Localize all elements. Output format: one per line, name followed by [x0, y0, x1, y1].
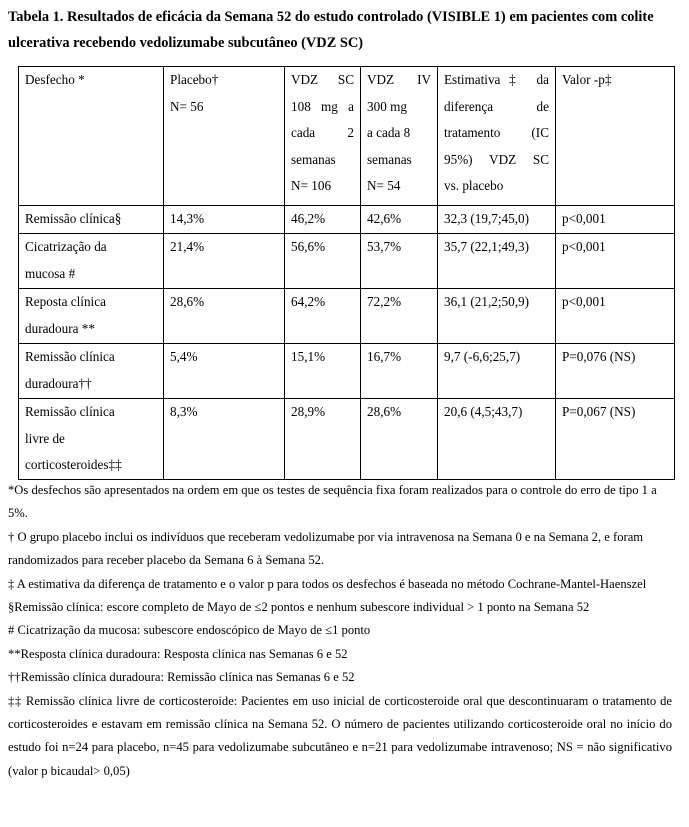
- table-row: [19, 206, 675, 234]
- header-estimate-line: tratamento (IC: [444, 125, 549, 140]
- header-outcome: Desfecho *: [19, 67, 164, 206]
- footnote-clinical-remission: §Remissão clínica: escore completo de Mayo de ≤2 pontos e nenhum subescore individual > 1 ponto na Semana 52: [8, 600, 590, 615]
- cell-outcome: Remissão clínica livre de corticosteroides‡‡: [19, 399, 164, 480]
- cell-estimate: 32,3 (19,7;45,0): [438, 206, 556, 234]
- cell-pvalue: p<0,001: [556, 289, 675, 344]
- header-estimate: [438, 67, 556, 206]
- cell-placebo: 5,4%: [164, 344, 285, 399]
- footnote-fixed-sequence: *Os desfechos são apresentados na ordem em que os testes de sequência fixa foram realizados para o controle do erro de tipo 1 a 5%.: [8, 483, 657, 521]
- header-placebo: [164, 67, 285, 206]
- table-row: [19, 234, 675, 289]
- cell-vdz-sc: 28,9%: [285, 399, 361, 480]
- header-vdz-sc-line: N= 106: [291, 178, 332, 193]
- header-placebo-line: Placebo†: [170, 72, 219, 87]
- cell-pvalue: P=0,076 (NS): [556, 344, 675, 399]
- cell-outcome: Reposta clínica duradoura **: [19, 289, 164, 344]
- cell-estimate: 36,1 (21,2;50,9): [438, 289, 556, 344]
- header-placebo-line: N= 56: [170, 98, 204, 114]
- cell-vdz-sc: 15,1%: [285, 344, 361, 399]
- cell-estimate: 9,7 (-6,6;25,7): [438, 344, 556, 399]
- table-row: [19, 399, 675, 480]
- cell-placebo: 8,3%: [164, 399, 285, 480]
- cell-vdz-sc: 46,2%: [285, 206, 361, 234]
- table-row: [19, 344, 675, 399]
- header-pvalue: Valor -p‡: [556, 67, 675, 206]
- cell-estimate: 35,7 (22,1;49,3): [438, 234, 556, 289]
- cell-outcome: Remissão clínica§: [19, 206, 164, 234]
- cell-vdz-iv: 16,7%: [361, 344, 438, 399]
- header-vdz-iv-line: 300 mg: [367, 98, 407, 114]
- header-vdz-iv: [361, 67, 438, 206]
- header-vdz-iv-line: N= 54: [367, 178, 401, 193]
- cell-pvalue: p<0,001: [556, 234, 675, 289]
- footnote-corticosteroid-free: ‡‡ Remissão clínica livre de corticosteroide: Pacientes em uso inicial de corticosteroide oral que descontinuaram o tratamento de corticosteroides e estavam em remissão clínica na Semana 52. O número de pacientes utilizando corticosteroide oral no início do estudo foi n=24 para placebo, n=45 para vedolizumabe subcutâneo e n=21 para vedolizumabe intravenoso; NS = não significativo (valor p bicaudal> 0,05): [8, 693, 672, 778]
- header-vdz-sc-line: semanas: [291, 151, 336, 167]
- header-estimate-line: Estimativa‡ da: [444, 72, 549, 87]
- cell-placebo: 14,3%: [164, 206, 285, 234]
- cell-placebo: 21,4%: [164, 234, 285, 289]
- header-vdz-sc-line: VDZ SC: [291, 72, 354, 87]
- header-vdz-iv-line: semanas: [367, 151, 412, 167]
- footnote-mucosal-healing: # Cicatrização da mucosa: subescore endoscópico de Mayo de ≤1 ponto: [8, 623, 371, 638]
- header-vdz-iv-line: a cada 8: [367, 125, 411, 140]
- header-vdz-sc-line: 108 mg a: [291, 98, 354, 114]
- cell-vdz-iv: 53,7%: [361, 234, 438, 289]
- table-title: Tabela 1. Resultados de eficácia da Semana 52 do estudo controlado (VISIBLE 1) em pacientes com colite ulcerativa recebendo vedolizumabe subcutâneo (VDZ SC): [8, 9, 654, 51]
- footnote-durable-remission: ††Remissão clínica duradoura: Remissão clínica nas Semanas 6 e 52: [8, 670, 355, 685]
- header-vdz-sc-line: cada 2: [291, 125, 354, 140]
- header-estimate-line: diferença de: [444, 98, 549, 114]
- cell-estimate: 20,6 (4,5;43,7): [438, 399, 556, 480]
- cell-vdz-sc: 56,6%: [285, 234, 361, 289]
- table-header-row: [19, 67, 675, 206]
- header-vdz-sc: [285, 67, 361, 206]
- header-estimate-line: vs. placebo: [444, 178, 504, 193]
- footnote-estimate-method: ‡ A estimativa da diferença de tratamento e o valor p para todos os desfechos é baseada no método Cochrane-Mantel-Haenszel: [8, 576, 647, 591]
- efficacy-results-table: [18, 66, 675, 480]
- cell-pvalue: p<0,001: [556, 206, 675, 234]
- cell-outcome: Remissão clínica duradoura††: [19, 344, 164, 399]
- footnote-durable-response: **Resposta clínica duradoura: Resposta clínica nas Semanas 6 e 52: [8, 646, 348, 661]
- cell-vdz-iv: 42,6%: [361, 206, 438, 234]
- cell-placebo: 28,6%: [164, 289, 285, 344]
- cell-outcome: Cicatrização da mucosa #: [19, 234, 164, 289]
- cell-vdz-iv: 72,2%: [361, 289, 438, 344]
- cell-pvalue: P=0,067 (NS): [556, 399, 675, 480]
- cell-vdz-sc: 64,2%: [285, 289, 361, 344]
- footnote-placebo-group: † O grupo placebo inclui os indivíduos que receberam vedolizumabe por via intravenosa na Semana 0 e na Semana 2, e foram randomizados para receber placebo da Semana 6 à Semana 52.: [8, 529, 644, 568]
- table-row: [19, 289, 675, 344]
- header-vdz-iv-line: VDZ IV: [367, 72, 431, 87]
- footnotes: [8, 479, 672, 783]
- header-estimate-line: 95%) VDZ SC: [444, 151, 549, 167]
- cell-vdz-iv: 28,6%: [361, 399, 438, 480]
